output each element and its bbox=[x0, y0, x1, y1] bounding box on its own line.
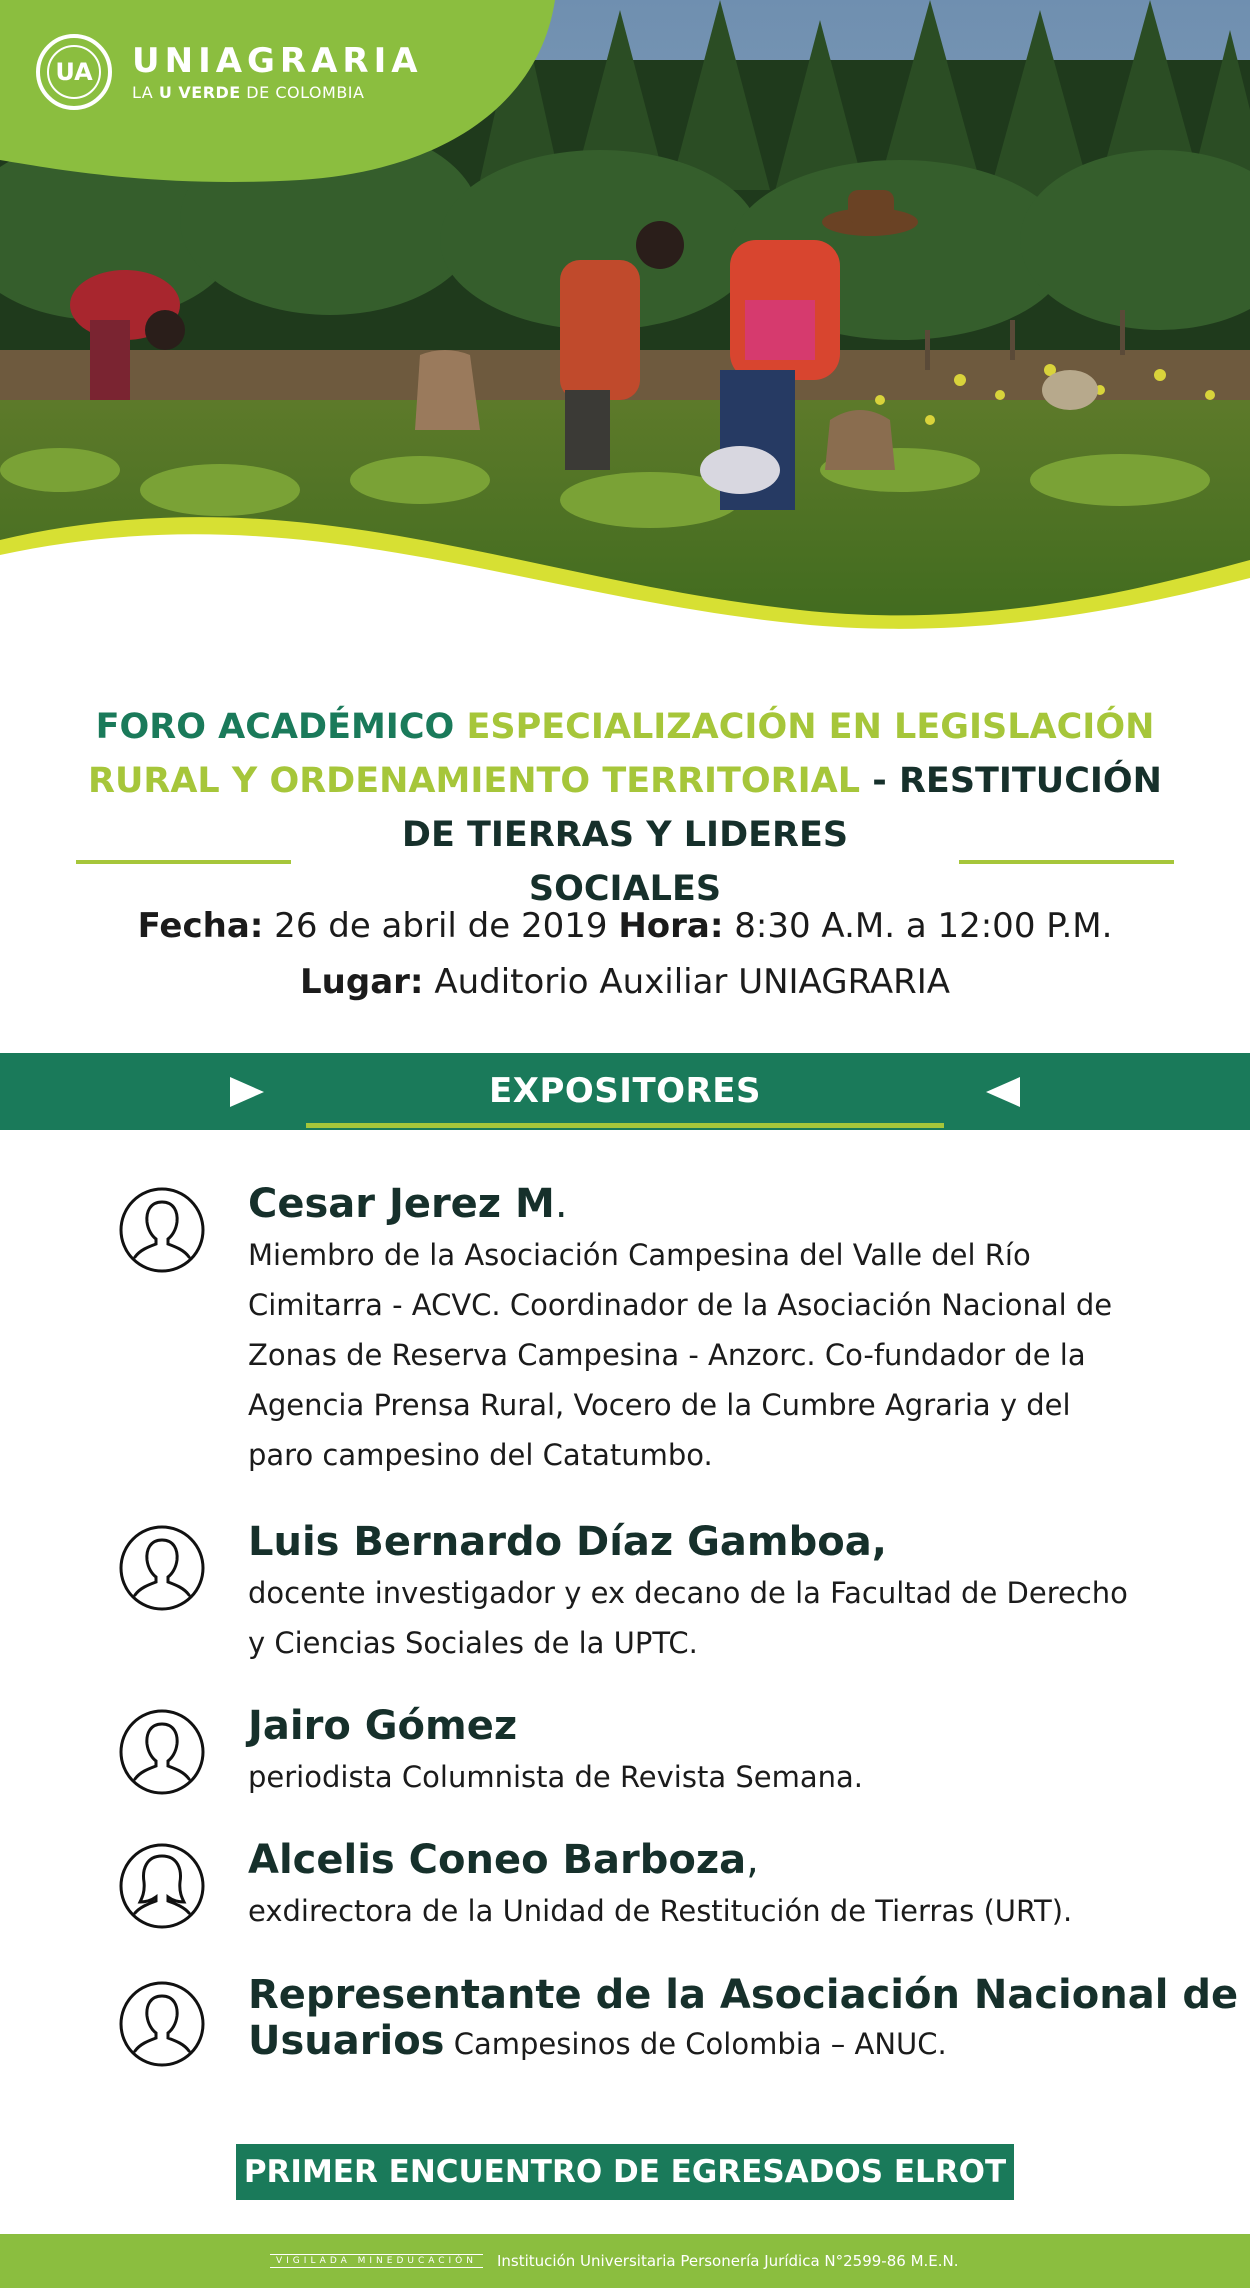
female-avatar-icon bbox=[118, 1842, 206, 1930]
speaker-name: Representante de la Asociación Nacional de Usuarios Campesinos de Colombia – ANUC. bbox=[248, 1972, 1239, 2064]
footer-content bbox=[270, 2234, 959, 2288]
male-avatar-icon bbox=[118, 1186, 206, 1274]
speaker-name: Jairo Gómez bbox=[248, 1703, 518, 1749]
speaker-body bbox=[248, 1516, 1248, 1668]
section-underline bbox=[306, 1123, 944, 1128]
speaker-name: Alcelis Coneo Barboza, bbox=[248, 1837, 759, 1883]
speaker-desc: periodista Columnista de Revista Semana. bbox=[248, 1760, 863, 1794]
event-details bbox=[40, 898, 1210, 1010]
speaker-desc: docente investigador y ex decano de la Facultad de Derecho y Ciencias Sociales de la UPTC. bbox=[248, 1576, 1128, 1660]
title-tierras: DE TIERRAS Y LIDERES SOCIALES bbox=[401, 815, 849, 909]
egresados-banner: PRIMER ENCUENTRO DE EGRESADOS ELROT bbox=[236, 2144, 1014, 2200]
brand-name: UNIAGRARIA bbox=[132, 40, 423, 81]
male-avatar-icon bbox=[118, 1980, 206, 2068]
title-foro: FORO ACADÉMICO bbox=[95, 707, 467, 747]
section-title: EXPOSITORES bbox=[489, 1071, 761, 1111]
speaker-desc: Miembro de la Asociación Campesina del Valle del Río Cimitarra - ACVC. Coordinador de la Asociación Nacional de Zonas de Reserva Campesina - Anzorc. Co-fundador de la Agencia Prensa Rural, Vocero de la Cumbre Agraria y del paro campesino del Catatumbo. bbox=[248, 1238, 1113, 1472]
speaker-name: Cesar Jerez M. bbox=[248, 1181, 568, 1227]
logo-badge-icon: UA bbox=[36, 34, 112, 110]
fecha-value: 26 de abril de 2019 bbox=[263, 906, 619, 946]
speaker-body bbox=[248, 1972, 1248, 2067]
title-rule-right bbox=[959, 860, 1174, 864]
place-line bbox=[40, 954, 1210, 1010]
speaker-name: Luis Bernardo Díaz Gamboa, bbox=[248, 1519, 887, 1565]
hora-label: Hora: bbox=[618, 906, 724, 946]
footer-legal-text: Institución Universitaria Personería Jurídica N°2599-86 M.E.N. bbox=[497, 2252, 959, 2270]
male-avatar-icon bbox=[118, 1708, 206, 1796]
speaker-body bbox=[248, 1700, 1248, 1802]
title-restitucion: - RESTITUCIÓN bbox=[860, 761, 1162, 801]
male-avatar-icon bbox=[118, 1524, 206, 1612]
speaker-desc: exdirectora de la Unidad de Restitución de Tierras (URT). bbox=[248, 1894, 1073, 1928]
brand-tagline: LA U VERDE DE COLOMBIA bbox=[132, 82, 365, 102]
vigilada-mark: VIGILADA MINEDUCACIÓN bbox=[270, 2254, 483, 2268]
date-time-line bbox=[40, 898, 1210, 954]
footer-bar bbox=[0, 2234, 1250, 2288]
hero-photo bbox=[0, 0, 1250, 640]
triangle-left-icon bbox=[986, 1077, 1020, 1107]
speaker-body bbox=[248, 1178, 1248, 1480]
title-rule-left bbox=[76, 860, 291, 864]
expositores-band bbox=[0, 1053, 1250, 1130]
speaker-body bbox=[248, 1834, 1248, 1936]
logo-text bbox=[132, 40, 423, 102]
lugar-value: Auditorio Auxiliar UNIAGRARIA bbox=[423, 962, 950, 1002]
title-especializacion: ESPECIALIZACIÓN EN LEGISLACIÓN RURAL Y ORDENAMIENTO TERRITORIAL bbox=[88, 707, 1155, 801]
event-title bbox=[60, 700, 1190, 916]
lugar-label: Lugar: bbox=[300, 962, 424, 1002]
hora-value: 8:30 A.M. a 12:00 P.M. bbox=[723, 906, 1113, 946]
uniagraria-logo[interactable] bbox=[36, 34, 423, 110]
title-lines-1-2 bbox=[60, 700, 1190, 808]
fecha-label: Fecha: bbox=[137, 906, 264, 946]
